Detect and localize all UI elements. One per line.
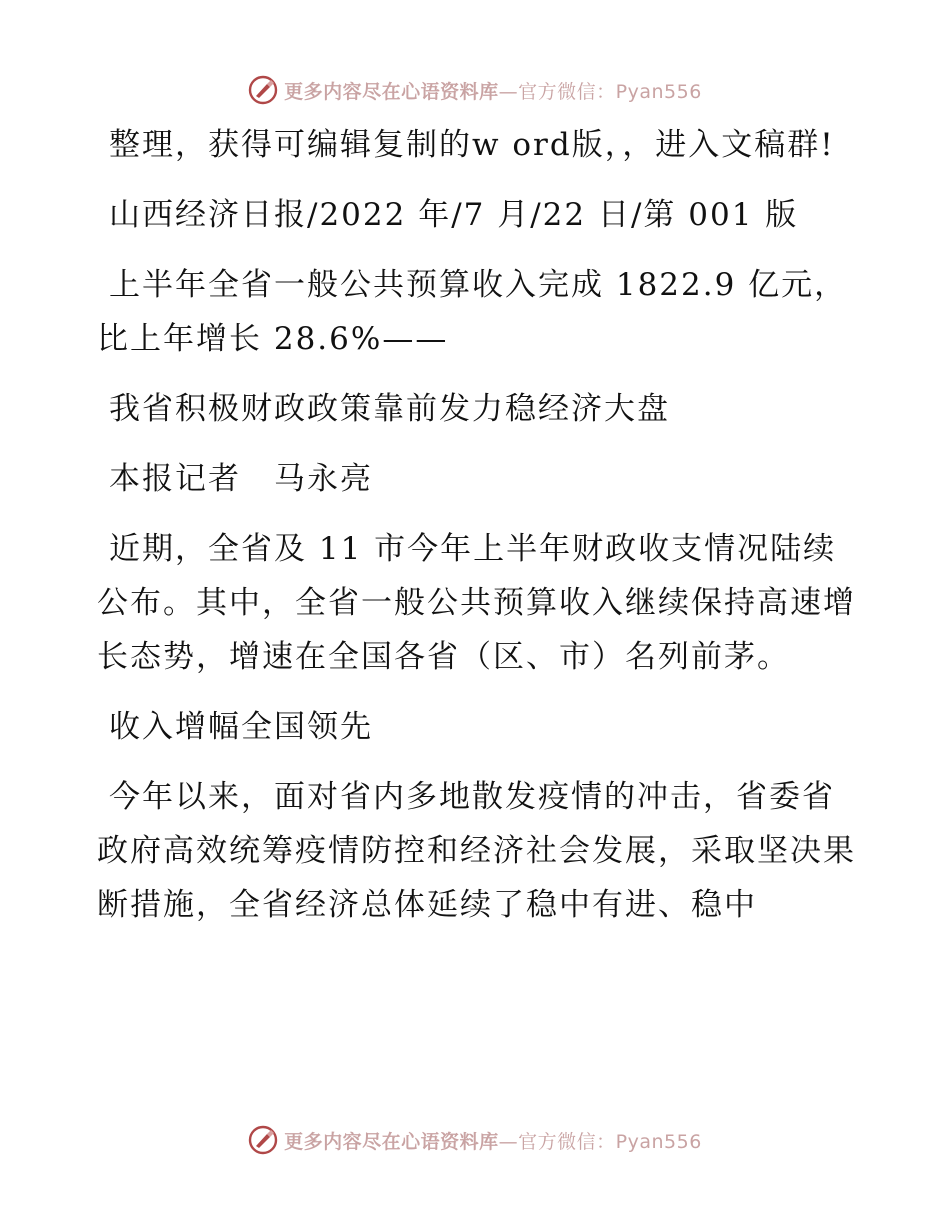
paragraph-headline-lead: 上半年全省一般公共预算收入完成 1822.9 亿元，比上年增长 28.6%——: [97, 267, 848, 357]
paragraph-source-line: 山西经济日报/2022 年/7 月/22 日/第 001 版: [109, 197, 799, 233]
watermark-dash: —: [498, 1130, 519, 1153]
document-body: [97, 118, 857, 948]
paragraph-headline: 我省积极财政政策靠前发力稳经济大盘: [109, 391, 670, 427]
logo-icon: [248, 1125, 278, 1155]
watermark-brand: 更多内容尽在心语资料库: [284, 1130, 499, 1153]
footer-watermark: [0, 1120, 950, 1160]
paragraph-intro: 整理，获得可编辑复制的w ord版，，进入文稿群!: [109, 127, 835, 163]
watermark-dash: —: [498, 80, 519, 103]
watermark-brand: 更多内容尽在心语资料库: [284, 80, 499, 103]
paragraph-byline: 本报记者 马永亮: [109, 461, 373, 497]
watermark-text: [284, 1127, 702, 1154]
watermark-suffix: 官方微信：Pyan556: [518, 1130, 702, 1153]
paragraph-body-1: 近期，全省及 11 市今年上半年财政收支情况陆续公布。其中，全省一般公共预算收入继续保持高速增长态势，增速在全国各省（区、市）名列前茅。: [97, 531, 856, 675]
paragraph-body-2: 今年以来，面对省内多地散发疫情的冲击，省委省政府高效统筹疫情防控和经济社会发展，采取坚决果断措施，全省经济总体延续了稳中有进、稳中: [97, 779, 856, 923]
watermark-text: [284, 77, 702, 104]
logo-icon: [248, 75, 278, 105]
watermark-suffix: 官方微信：Pyan556: [518, 80, 702, 103]
header-watermark: [0, 70, 950, 110]
paragraph-subheading: 收入增幅全国领先: [109, 709, 373, 745]
